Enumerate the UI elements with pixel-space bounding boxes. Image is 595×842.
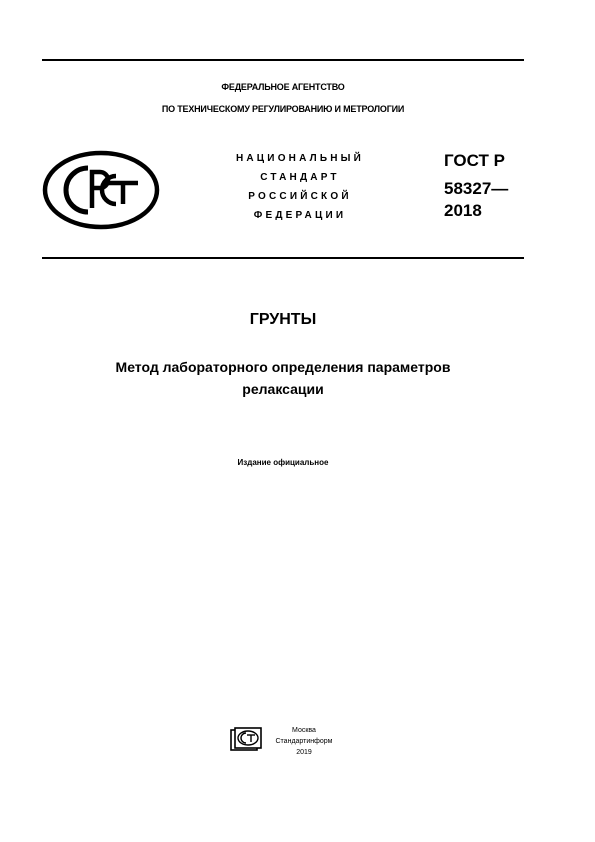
gost-designation-line2: 58327— [444,179,509,198]
gost-designation-line1: ГОСТ Р [444,151,505,170]
document-subtitle-line1: Метод лабораторного определения параметров [115,359,451,375]
document-subtitle-line2: релаксации [242,381,324,397]
agency-name-line1: ФЕДЕРАЛЬНОЕ АГЕНТСТВО [221,82,345,92]
standard-type-line1: НАЦИОНАЛЬНЫЙ [235,153,365,164]
standard-type-line2: СТАНДАРТ [260,172,340,183]
publication-year: 2019 [296,749,312,756]
top-rule [42,59,524,61]
rst-certification-mark-icon [42,150,160,230]
header-bottom-rule [42,257,524,259]
standartinform-logo-icon [230,727,264,751]
publisher-name: Стандартинформ [275,738,333,745]
publisher-city: Москва [292,727,316,734]
gost-designation-line3: 2018 [444,201,482,220]
standard-type-line3: РОССИЙСКОЙ [248,191,352,202]
edition-note: Издание официальное [237,458,329,467]
standard-type-line4: ФЕДЕРАЦИИ [253,210,347,221]
document-title: ГРУНТЫ [249,311,317,328]
agency-name-line2: ПО ТЕХНИЧЕСКОМУ РЕГУЛИРОВАНИЮ И МЕТРОЛОГИИ [161,104,405,114]
